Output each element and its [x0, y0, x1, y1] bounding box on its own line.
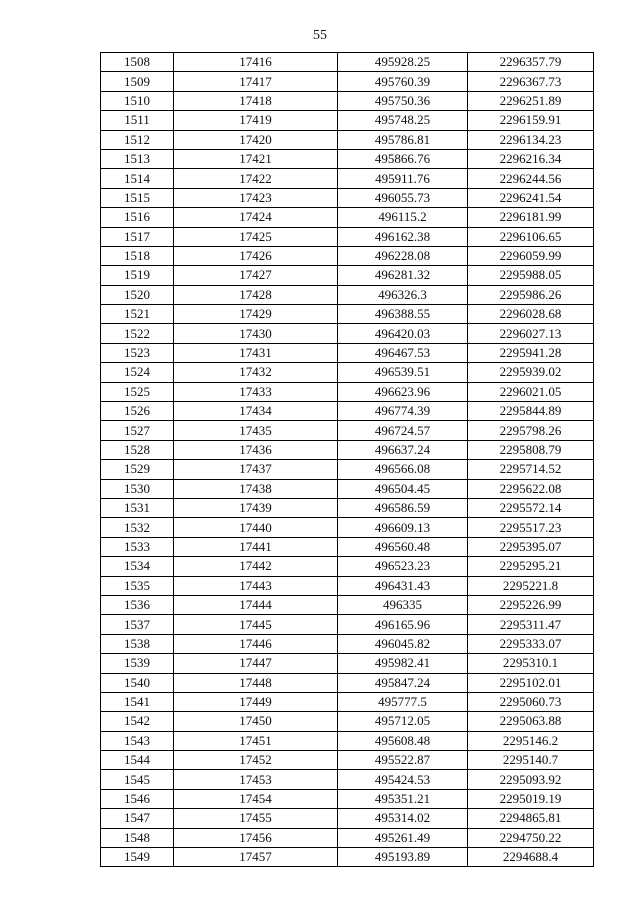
y-coordinate-cell: 2295333.07 [468, 634, 594, 653]
table-body [101, 53, 594, 867]
table-row [101, 634, 594, 653]
y-coordinate-cell: 2296159.91 [468, 111, 594, 130]
vertex-id-cell: 17439 [174, 498, 338, 517]
table-row [101, 654, 594, 673]
x-coordinate-cell: 495522.87 [338, 751, 468, 770]
vertex-id-cell: 17431 [174, 343, 338, 362]
vertex-id-cell: 17429 [174, 305, 338, 324]
page-number: 55 [313, 28, 327, 43]
y-coordinate-cell: 2295140.7 [468, 751, 594, 770]
point-number-cell: 1532 [101, 518, 174, 537]
y-coordinate-cell: 2294865.81 [468, 809, 594, 828]
vertex-id-cell: 17445 [174, 615, 338, 634]
x-coordinate-cell: 495193.89 [338, 848, 468, 867]
point-number-cell: 1536 [101, 595, 174, 614]
x-coordinate-cell: 496586.59 [338, 498, 468, 517]
y-coordinate-cell: 2295572.14 [468, 498, 594, 517]
y-coordinate-cell: 2296027.13 [468, 324, 594, 343]
point-number-cell: 1520 [101, 285, 174, 304]
x-coordinate-cell: 496637.24 [338, 440, 468, 459]
x-coordinate-cell: 495424.53 [338, 770, 468, 789]
x-coordinate-cell: 496467.53 [338, 343, 468, 362]
table-row [101, 363, 594, 382]
vertex-id-cell: 17435 [174, 421, 338, 440]
x-coordinate-cell: 495760.39 [338, 72, 468, 91]
point-number-cell: 1510 [101, 91, 174, 110]
x-coordinate-cell: 496523.23 [338, 557, 468, 576]
table-row [101, 789, 594, 808]
point-number-cell: 1528 [101, 440, 174, 459]
y-coordinate-cell: 2296181.99 [468, 208, 594, 227]
y-coordinate-cell: 2295063.88 [468, 712, 594, 731]
y-coordinate-cell: 2295939.02 [468, 363, 594, 382]
x-coordinate-cell: 496045.82 [338, 634, 468, 653]
x-coordinate-cell: 495777.5 [338, 692, 468, 711]
table-row [101, 324, 594, 343]
y-coordinate-cell: 2295226.99 [468, 595, 594, 614]
point-number-cell: 1530 [101, 479, 174, 498]
table-row [101, 595, 594, 614]
vertex-id-cell: 17437 [174, 460, 338, 479]
vertex-id-cell: 17416 [174, 53, 338, 72]
x-coordinate-cell: 496431.43 [338, 576, 468, 595]
point-number-cell: 1534 [101, 557, 174, 576]
y-coordinate-cell: 2295019.19 [468, 789, 594, 808]
x-coordinate-cell: 495608.48 [338, 731, 468, 750]
vertex-id-cell: 17419 [174, 111, 338, 130]
y-coordinate-cell: 2295221.8 [468, 576, 594, 595]
table-row [101, 557, 594, 576]
table-row [101, 305, 594, 324]
point-number-cell: 1541 [101, 692, 174, 711]
y-coordinate-cell: 2295311.47 [468, 615, 594, 634]
y-coordinate-cell: 2296106.65 [468, 227, 594, 246]
point-number-cell: 1509 [101, 72, 174, 91]
vertex-id-cell: 17418 [174, 91, 338, 110]
vertex-id-cell: 17447 [174, 654, 338, 673]
x-coordinate-cell: 496335 [338, 595, 468, 614]
table-row [101, 498, 594, 517]
vertex-id-cell: 17422 [174, 169, 338, 188]
vertex-id-cell: 17432 [174, 363, 338, 382]
point-number-cell: 1512 [101, 130, 174, 149]
y-coordinate-cell: 2295988.05 [468, 266, 594, 285]
table-row [101, 440, 594, 459]
x-coordinate-cell: 496539.51 [338, 363, 468, 382]
vertex-id-cell: 17454 [174, 789, 338, 808]
point-number-cell: 1508 [101, 53, 174, 72]
x-coordinate-cell: 495928.25 [338, 53, 468, 72]
table-row [101, 53, 594, 72]
x-coordinate-cell: 496055.73 [338, 188, 468, 207]
table-row [101, 130, 594, 149]
y-coordinate-cell: 2295102.01 [468, 673, 594, 692]
point-number-cell: 1525 [101, 382, 174, 401]
y-coordinate-cell: 2295798.26 [468, 421, 594, 440]
y-coordinate-cell: 2296367.73 [468, 72, 594, 91]
table-row [101, 731, 594, 750]
y-coordinate-cell: 2296251.89 [468, 91, 594, 110]
y-coordinate-cell: 2295060.73 [468, 692, 594, 711]
coordinates-table [100, 52, 594, 867]
point-number-cell: 1518 [101, 246, 174, 265]
x-coordinate-cell: 495314.02 [338, 809, 468, 828]
x-coordinate-cell: 495748.25 [338, 111, 468, 130]
point-number-cell: 1546 [101, 789, 174, 808]
point-number-cell: 1531 [101, 498, 174, 517]
point-number-cell: 1543 [101, 731, 174, 750]
y-coordinate-cell: 2295808.79 [468, 440, 594, 459]
x-coordinate-cell: 496420.03 [338, 324, 468, 343]
table-row [101, 266, 594, 285]
vertex-id-cell: 17430 [174, 324, 338, 343]
vertex-id-cell: 17455 [174, 809, 338, 828]
y-coordinate-cell: 2295395.07 [468, 537, 594, 556]
y-coordinate-cell: 2296357.79 [468, 53, 594, 72]
vertex-id-cell: 17444 [174, 595, 338, 614]
vertex-id-cell: 17436 [174, 440, 338, 459]
point-number-cell: 1547 [101, 809, 174, 828]
vertex-id-cell: 17427 [174, 266, 338, 285]
vertex-id-cell: 17442 [174, 557, 338, 576]
table-row [101, 809, 594, 828]
y-coordinate-cell: 2296216.34 [468, 149, 594, 168]
table-row [101, 285, 594, 304]
y-coordinate-cell: 2296244.56 [468, 169, 594, 188]
table-row [101, 460, 594, 479]
vertex-id-cell: 17428 [174, 285, 338, 304]
x-coordinate-cell: 496609.13 [338, 518, 468, 537]
x-coordinate-cell: 496566.08 [338, 460, 468, 479]
vertex-id-cell: 17424 [174, 208, 338, 227]
point-number-cell: 1524 [101, 363, 174, 382]
vertex-id-cell: 17450 [174, 712, 338, 731]
table-row [101, 712, 594, 731]
table-row [101, 111, 594, 130]
y-coordinate-cell: 2295310.1 [468, 654, 594, 673]
vertex-id-cell: 17456 [174, 828, 338, 847]
x-coordinate-cell: 496165.96 [338, 615, 468, 634]
y-coordinate-cell: 2295941.28 [468, 343, 594, 362]
table-row [101, 751, 594, 770]
x-coordinate-cell: 496504.45 [338, 479, 468, 498]
vertex-id-cell: 17441 [174, 537, 338, 556]
table-row [101, 343, 594, 362]
table-row [101, 576, 594, 595]
x-coordinate-cell: 496774.39 [338, 402, 468, 421]
x-coordinate-cell: 496115.2 [338, 208, 468, 227]
table-row [101, 72, 594, 91]
point-number-cell: 1523 [101, 343, 174, 362]
table-row [101, 537, 594, 556]
x-coordinate-cell: 495750.36 [338, 91, 468, 110]
point-number-cell: 1526 [101, 402, 174, 421]
y-coordinate-cell: 2296059.99 [468, 246, 594, 265]
vertex-id-cell: 17440 [174, 518, 338, 537]
x-coordinate-cell: 496724.57 [338, 421, 468, 440]
point-number-cell: 1513 [101, 149, 174, 168]
x-coordinate-cell: 495982.41 [338, 654, 468, 673]
point-number-cell: 1514 [101, 169, 174, 188]
vertex-id-cell: 17443 [174, 576, 338, 595]
point-number-cell: 1535 [101, 576, 174, 595]
y-coordinate-cell: 2295986.26 [468, 285, 594, 304]
vertex-id-cell: 17451 [174, 731, 338, 750]
point-number-cell: 1540 [101, 673, 174, 692]
table-row [101, 692, 594, 711]
x-coordinate-cell: 496281.32 [338, 266, 468, 285]
table-row [101, 188, 594, 207]
y-coordinate-cell: 2295146.2 [468, 731, 594, 750]
vertex-id-cell: 17457 [174, 848, 338, 867]
point-number-cell: 1515 [101, 188, 174, 207]
point-number-cell: 1545 [101, 770, 174, 789]
x-coordinate-cell: 495351.21 [338, 789, 468, 808]
x-coordinate-cell: 495847.24 [338, 673, 468, 692]
vertex-id-cell: 17433 [174, 382, 338, 401]
x-coordinate-cell: 496228.08 [338, 246, 468, 265]
x-coordinate-cell: 496388.55 [338, 305, 468, 324]
x-coordinate-cell: 495911.76 [338, 169, 468, 188]
point-number-cell: 1549 [101, 848, 174, 867]
table-row [101, 246, 594, 265]
point-number-cell: 1511 [101, 111, 174, 130]
point-number-cell: 1529 [101, 460, 174, 479]
vertex-id-cell: 17452 [174, 751, 338, 770]
point-number-cell: 1537 [101, 615, 174, 634]
table-row [101, 149, 594, 168]
table-row [101, 227, 594, 246]
y-coordinate-cell: 2296021.05 [468, 382, 594, 401]
table-row [101, 382, 594, 401]
table-row [101, 828, 594, 847]
table-row [101, 518, 594, 537]
y-coordinate-cell: 2296028.68 [468, 305, 594, 324]
point-number-cell: 1522 [101, 324, 174, 343]
y-coordinate-cell: 2296241.54 [468, 188, 594, 207]
point-number-cell: 1544 [101, 751, 174, 770]
vertex-id-cell: 17417 [174, 72, 338, 91]
vertex-id-cell: 17420 [174, 130, 338, 149]
point-number-cell: 1538 [101, 634, 174, 653]
point-number-cell: 1548 [101, 828, 174, 847]
point-number-cell: 1527 [101, 421, 174, 440]
vertex-id-cell: 17426 [174, 246, 338, 265]
y-coordinate-cell: 2295093.92 [468, 770, 594, 789]
point-number-cell: 1521 [101, 305, 174, 324]
vertex-id-cell: 17434 [174, 402, 338, 421]
point-number-cell: 1542 [101, 712, 174, 731]
vertex-id-cell: 17453 [174, 770, 338, 789]
y-coordinate-cell: 2295844.89 [468, 402, 594, 421]
x-coordinate-cell: 495786.81 [338, 130, 468, 149]
table-row [101, 479, 594, 498]
table-row [101, 673, 594, 692]
vertex-id-cell: 17438 [174, 479, 338, 498]
vertex-id-cell: 17425 [174, 227, 338, 246]
x-coordinate-cell: 496162.38 [338, 227, 468, 246]
x-coordinate-cell: 495866.76 [338, 149, 468, 168]
point-number-cell: 1519 [101, 266, 174, 285]
point-number-cell: 1517 [101, 227, 174, 246]
x-coordinate-cell: 496560.48 [338, 537, 468, 556]
table-row [101, 169, 594, 188]
table-row [101, 615, 594, 634]
x-coordinate-cell: 495261.49 [338, 828, 468, 847]
y-coordinate-cell: 2295295.21 [468, 557, 594, 576]
y-coordinate-cell: 2294688.4 [468, 848, 594, 867]
table-row [101, 91, 594, 110]
x-coordinate-cell: 496623.96 [338, 382, 468, 401]
vertex-id-cell: 17449 [174, 692, 338, 711]
table-row [101, 848, 594, 867]
x-coordinate-cell: 495712.05 [338, 712, 468, 731]
vertex-id-cell: 17423 [174, 188, 338, 207]
table-row [101, 421, 594, 440]
point-number-cell: 1539 [101, 654, 174, 673]
point-number-cell: 1516 [101, 208, 174, 227]
y-coordinate-cell: 2294750.22 [468, 828, 594, 847]
y-coordinate-cell: 2295517.23 [468, 518, 594, 537]
vertex-id-cell: 17448 [174, 673, 338, 692]
point-number-cell: 1533 [101, 537, 174, 556]
x-coordinate-cell: 496326.3 [338, 285, 468, 304]
y-coordinate-cell: 2295622.08 [468, 479, 594, 498]
vertex-id-cell: 17421 [174, 149, 338, 168]
table-row [101, 402, 594, 421]
y-coordinate-cell: 2295714.52 [468, 460, 594, 479]
vertex-id-cell: 17446 [174, 634, 338, 653]
y-coordinate-cell: 2296134.23 [468, 130, 594, 149]
table-row [101, 208, 594, 227]
table-row [101, 770, 594, 789]
